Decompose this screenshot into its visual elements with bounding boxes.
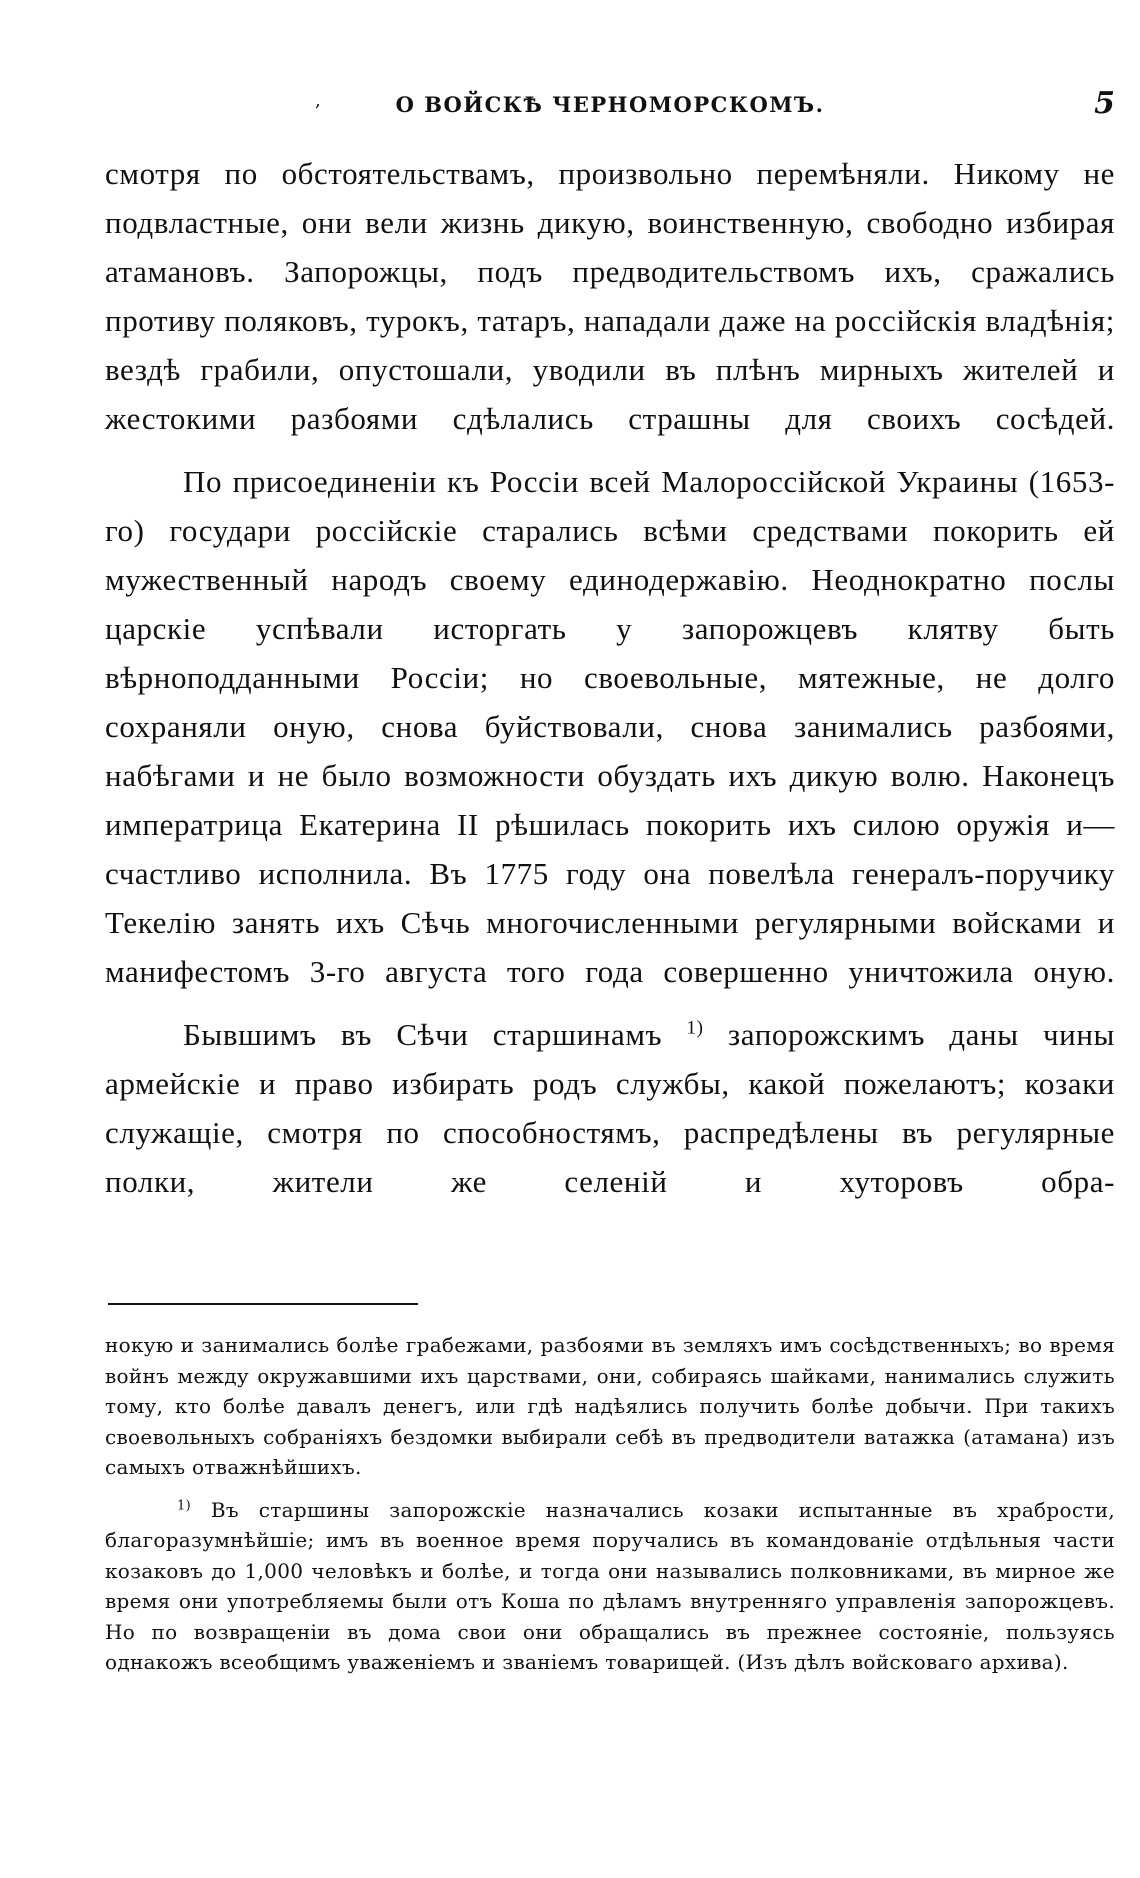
footnotes (105, 1330, 1115, 1690)
page-number: 5 (1094, 86, 1115, 121)
header-mark: , (315, 90, 321, 111)
footnote-continuation: нокую и занимались болѣе грабежами, разбоями въ земляхъ имъ сосѣдственныхъ; во время войнъ между окружавшими ихъ царствами, они, собираясь шайками, нанимались служить тому, кто болѣе давалъ денегъ, или гдѣ надѣялись получить болѣе добычи. При такихъ своевольныхъ собраніяхъ бездомки выбирали себѣ въ предводители ватажка (атамана) изъ самыхъ отважнѣйшихъ. (105, 1333, 1115, 1479)
paragraph-3-rest: запорожскимъ даны чины армейскіе и право избирать родъ службы, какой пожелаютъ; козаки служащіе, смотря по способностямъ, распредѣлены въ регулярные полки, жители же селеній и хуторовъ обра- (105, 1017, 1115, 1200)
paragraph-1: смотря по обстоятельствамъ, произвольно перемѣняли. Никому не подвластные, они вели жизнь дикую, воинственную, свободно избирая атамановъ. Запорожцы, подъ предводительствомъ ихъ, сражались противу поляковъ, турокъ, татаръ, нападали даже на россійскія владѣнія; вездѣ грабили, опустошали, уводили въ плѣнъ мирныхъ жителей и жестокими разбоями сдѣлались страшны для своихъ сосѣдей. (105, 156, 1115, 436)
paragraph-2: По присоединеніи къ Россіи всей Малороссійской Украины (1653-го) государи россійскіе старались всѣми средствами покорить ей мужественный народъ своему единодержавію. Неоднократно послы царскіе успѣвали исторгать у запорожцевъ клятву быть вѣрноподданными Россіи; но своевольные, мятежные, не долго сохраняли оную, снова буйствовали, снова занимались разбоями, набѣгами и не было возможности обуздать ихъ дикую волю. Наконецъ императрица Екатерина II рѣшилась покорить ихъ силою оружія и—счастливо исполнила. Въ 1775 году она повелѣла генералъ-поручику Текелію занять ихъ Сѣчь многочисленными регулярными войсками и манифестомъ 3-го августа того года совершенно уничтожила оную. (105, 464, 1115, 989)
main-text (105, 150, 1115, 1222)
running-header (105, 86, 1115, 132)
footnote-1 (105, 1495, 1115, 1678)
footnote-ref-1: 1) (686, 1018, 704, 1040)
paragraph-3-start: Бывшимъ въ Сѣчи старшинамъ (183, 1017, 663, 1053)
header-title: О ВОЙСКѢ ЧЕРНОМОРСКОМЪ. (395, 92, 825, 117)
footnote-1-marker: 1) (177, 1497, 191, 1513)
paragraph-3 (105, 1011, 1115, 1207)
footnote-1-text: Въ старшины запорожскіе назначались козаки испытанные въ храбрости, благоразумнѣйшіе; имъ въ военное время поручались въ командованіе отдѣльныя части козаковъ до 1,000 человѣкъ и болѣе, и тогда они назывались полковниками, въ мирное же время они употребляемы были отъ Коша по дѣламъ внутренняго управленія запорожцевъ. Но по возвращеніи въ дома свои они обращались въ прежнее состояніе, пользуясь однакожъ всеобщимъ уваженіемъ и званіемъ товарищей. (Изъ дѣлъ войсковаго архива). (105, 1497, 1115, 1674)
footnote-separator (108, 1303, 418, 1305)
